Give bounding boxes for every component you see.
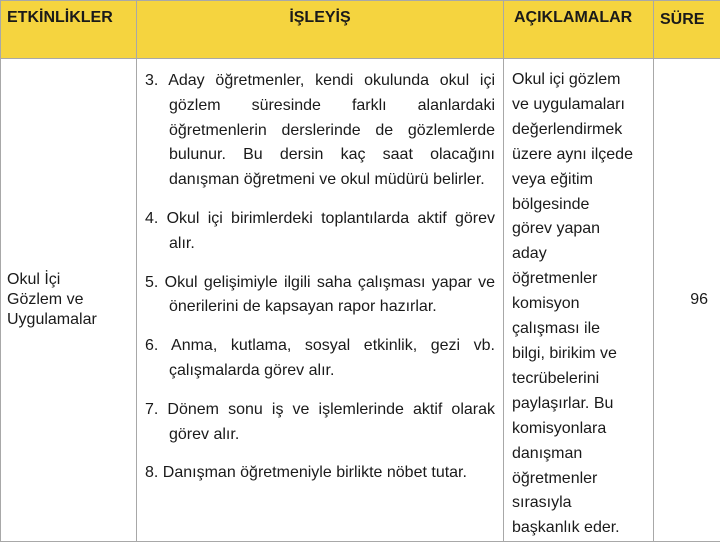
header-process: İŞLEYİŞ <box>137 1 504 59</box>
header-activities: ETKİNLİKLER <box>1 1 137 59</box>
description-line: üzere aynı ilçede <box>512 143 647 168</box>
description-line: sırasıyla <box>512 491 647 516</box>
description-line: komisyonlara <box>512 417 647 442</box>
description-line: aday <box>512 242 647 267</box>
description-line: tecrübelerini <box>512 367 647 392</box>
description-line: paylaşırlar. Bu <box>512 392 647 417</box>
description-line: Okul içi gözlem <box>512 68 647 93</box>
process-item: 6. Anma, kutlama, sosyal etkinlik, gezi vb. çalışmalarda görev alır. <box>145 334 495 384</box>
header-description: AÇIKLAMALAR <box>504 1 654 59</box>
header-row <box>1 1 720 59</box>
description-line: başkanlık eder. <box>512 516 647 541</box>
description-line: ve uygulamaları <box>512 93 647 118</box>
description-line: değerlendirmek <box>512 118 647 143</box>
process-item: 3. Aday öğretmenler, kendi okulunda okul içi gözlem süresinde farklı alanlardaki öğretmenlerin derslerinde de gözlemlerde bulunur. Bu dersin kaç saat olacağını danışman öğretmeni ve okul müdürü belirler. <box>145 69 495 193</box>
process-cell <box>137 59 504 542</box>
process-item: 7. Dönem sonu iş ve işlemlerinde aktif olarak görev alır. <box>145 398 495 448</box>
description-line: bölgesinde <box>512 193 647 218</box>
process-item: 8. Danışman öğretmeniyle birlikte nöbet tutar. <box>145 461 495 486</box>
description-line: öğretmenler <box>512 267 647 292</box>
description-line: öğretmenler <box>512 467 647 492</box>
description-cell <box>504 59 654 542</box>
process-item: 4. Okul içi birimlerdeki toplantılarda aktif görev alır. <box>145 207 495 257</box>
header-duration: SÜRE <box>654 1 720 59</box>
table-row <box>1 59 720 542</box>
activity-line: Gözlem ve <box>7 290 130 310</box>
description-line: görev yapan <box>512 217 647 242</box>
duration-cell: 96 <box>654 59 720 542</box>
activity-cell <box>1 59 137 542</box>
description-line: komisyon <box>512 292 647 317</box>
activity-line: Okul İçi <box>7 270 130 290</box>
description-line: danışman <box>512 442 647 467</box>
description-line: bilgi, birikim ve <box>512 342 647 367</box>
process-item: 5. Okul gelişimiyle ilgili saha çalışması yapar ve önerilerini de kapsayan rapor hazırlar. <box>145 271 495 321</box>
description-line: veya eğitim <box>512 168 647 193</box>
activity-line: Uygulamalar <box>7 310 130 330</box>
description-line: çalışması ile <box>512 317 647 342</box>
